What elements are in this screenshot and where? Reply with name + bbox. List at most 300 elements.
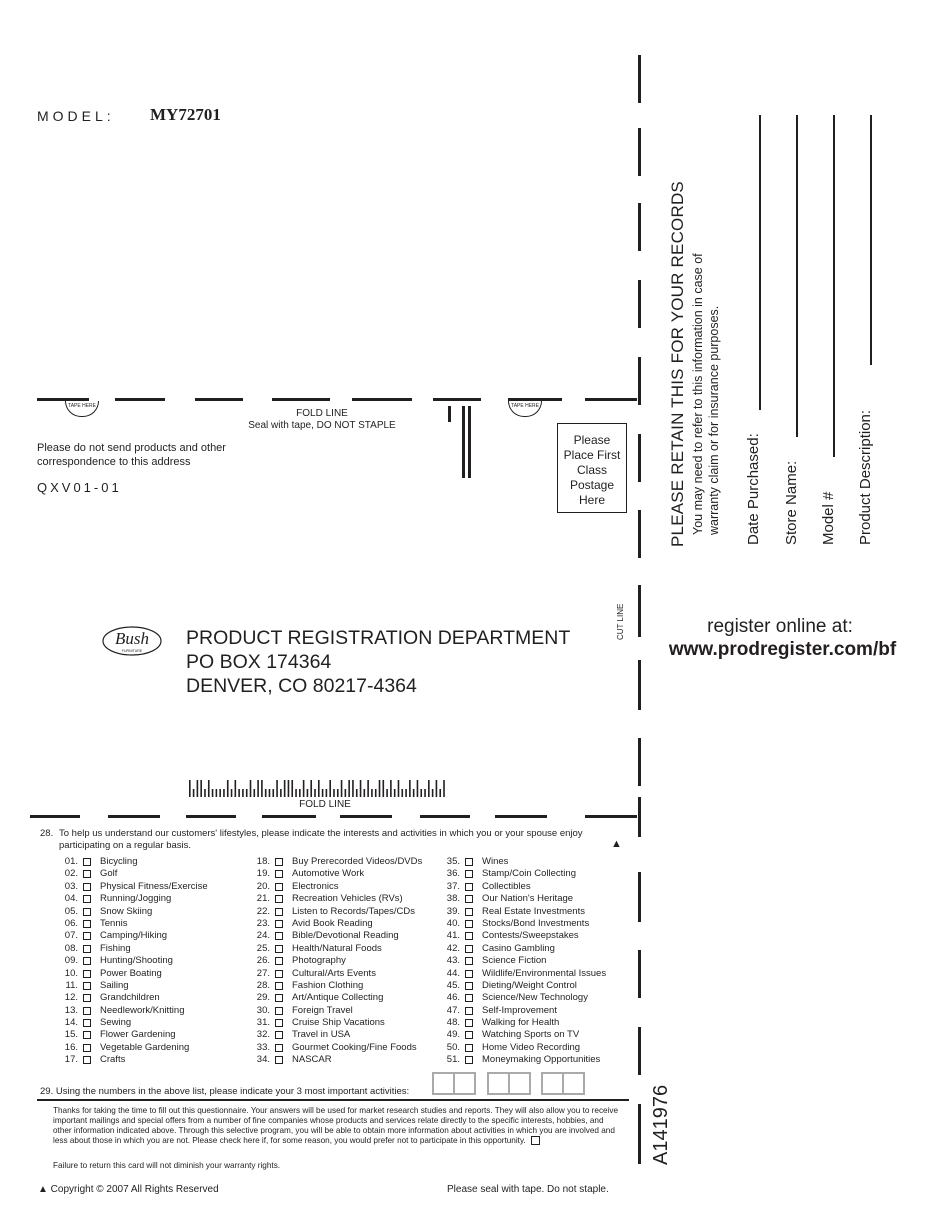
interest-number: 31.: [256, 1017, 270, 1029]
interest-checkbox[interactable]: [275, 883, 283, 891]
interest-label: Grandchildren: [100, 992, 160, 1004]
interests-column: [58, 856, 208, 1067]
interest-item[interactable]: [250, 930, 422, 942]
barcode-bar: [379, 780, 381, 797]
barcode-bar: [242, 789, 244, 797]
interest-label: Science Fiction: [482, 955, 547, 967]
form-code: QXV01-01: [37, 480, 122, 495]
interest-checkbox[interactable]: [83, 970, 91, 978]
interest-checkbox[interactable]: [465, 957, 473, 965]
privacy-notice: [53, 1106, 621, 1146]
interest-checkbox[interactable]: [465, 908, 473, 916]
barcode-bar: [276, 780, 278, 797]
interest-item[interactable]: [250, 1005, 422, 1017]
interest-checkbox[interactable]: [465, 945, 473, 953]
interest-item[interactable]: [440, 856, 606, 868]
interest-label: Stocks/Bond Investments: [482, 917, 590, 929]
barcode-bar: [314, 789, 316, 797]
address-line: DENVER, CO 80217-4364: [186, 675, 417, 697]
interest-label: Gourmet Cooking/Fine Foods: [292, 1041, 417, 1053]
interest-label: Foreign Travel: [292, 1004, 353, 1016]
interest-item[interactable]: [58, 992, 208, 1004]
model-number: MY72701: [150, 105, 221, 124]
address-line: PO BOX 174364: [186, 651, 332, 673]
model-label: MODEL:: [37, 108, 115, 124]
interests-column: [440, 856, 606, 1067]
interest-item[interactable]: [58, 906, 208, 918]
store-name-line[interactable]: [796, 115, 798, 437]
interest-checkbox[interactable]: [465, 920, 473, 928]
interest-label: Moneymaking Opportunities: [482, 1054, 601, 1066]
interest-label: Fashion Clothing: [292, 979, 364, 991]
interest-label: Fishing: [100, 942, 131, 954]
interest-item[interactable]: [440, 1005, 606, 1017]
barcode-bar: [409, 780, 411, 797]
interest-checkbox[interactable]: [275, 1044, 283, 1052]
up-arrow-icon: ▲: [611, 838, 622, 850]
barcode-bar: [257, 780, 259, 797]
interest-item[interactable]: [58, 930, 208, 942]
interest-checkbox[interactable]: [83, 1019, 91, 1027]
interest-number: 15.: [64, 1029, 78, 1041]
interest-item[interactable]: [250, 856, 422, 868]
interest-item[interactable]: [58, 1054, 208, 1066]
interest-checkbox[interactable]: [275, 932, 283, 940]
interest-item[interactable]: [250, 955, 422, 967]
interest-checkbox[interactable]: [465, 1044, 473, 1052]
interest-item[interactable]: [250, 1042, 422, 1054]
interest-item[interactable]: [58, 868, 208, 880]
interest-item[interactable]: [440, 868, 606, 880]
interest-checkbox[interactable]: [465, 970, 473, 978]
privacy-notice-text: Thanks for taking the time to fill out this questionnaire. Your answers will be used for market research studies and reports. They will also allow you to receive important mailings and special offers from a number of fine companies whose products and services relate directly to the specific interests, hobbies, and other information indicated above. Through this selective program, you will be able to obtain more information about activities in which you are involved and less about those in which you are not. Please check here if, for some reason, you would prefer not to participate in this opportunity.: [53, 1106, 619, 1145]
interest-checkbox[interactable]: [83, 994, 91, 1002]
interest-checkbox[interactable]: [465, 1031, 473, 1039]
barcode-bar: [280, 789, 282, 797]
interest-checkbox[interactable]: [465, 895, 473, 903]
interest-checkbox[interactable]: [83, 1044, 91, 1052]
interest-item[interactable]: [440, 918, 606, 930]
interest-number: 03.: [64, 880, 78, 892]
interest-label: Avid Book Reading: [292, 917, 373, 929]
postage-box: Please Place First Class Postage Here: [557, 423, 627, 513]
interest-item[interactable]: [440, 955, 606, 967]
interest-checkbox[interactable]: [275, 1056, 283, 1064]
interest-checkbox[interactable]: [275, 970, 283, 978]
store-name-label: Store Name:: [783, 460, 800, 545]
mailing-address: [186, 626, 570, 698]
barcode-bar: [333, 789, 335, 797]
interest-label: Art/Antique Collecting: [292, 992, 384, 1004]
interest-label: Electronics: [292, 880, 339, 892]
interest-label: Tennis: [100, 917, 128, 929]
barcode-bar: [356, 789, 358, 797]
interest-number: 29.: [256, 992, 270, 1004]
interest-checkbox[interactable]: [465, 883, 473, 891]
interest-item[interactable]: [440, 980, 606, 992]
barcode-bar: [291, 780, 293, 797]
interest-label: Running/Jogging: [100, 893, 172, 905]
interest-label: Sailing: [100, 979, 129, 991]
interest-number: 44.: [446, 967, 460, 979]
barcode-bar: [436, 780, 438, 797]
interest-label: Contests/Sweepstakes: [482, 930, 579, 942]
interest-label: Bible/Devotional Reading: [292, 930, 399, 942]
barcode-bar: [443, 780, 445, 797]
interest-item[interactable]: [250, 906, 422, 918]
fold-line-top: [242, 408, 402, 432]
interest-label: Photography: [292, 955, 346, 967]
interest-checkbox[interactable]: [275, 957, 283, 965]
interest-label: Travel in USA: [292, 1029, 351, 1041]
barcode-bar: [367, 780, 369, 797]
barcode-bar: [348, 780, 350, 797]
interest-checkbox[interactable]: [83, 908, 91, 916]
interest-label: Flower Gardening: [100, 1029, 176, 1041]
interest-number: 28.: [256, 979, 270, 991]
fold-line-title: FOLD LINE: [296, 408, 348, 419]
question-28: [40, 828, 625, 851]
interest-item[interactable]: [250, 868, 422, 880]
interest-number: 50.: [446, 1041, 460, 1053]
tape-here-marker: TAPE HERE: [508, 401, 542, 417]
interest-label: Automotive Work: [292, 868, 365, 880]
interest-item[interactable]: [440, 968, 606, 980]
interest-checkbox[interactable]: [275, 1031, 283, 1039]
interest-checkbox[interactable]: [275, 895, 283, 903]
barcode-bar: [216, 789, 218, 797]
barcode-bar: [439, 789, 441, 797]
interest-number: 32.: [256, 1029, 270, 1041]
interest-number: 49.: [446, 1029, 460, 1041]
fold-line-bottom: FOLD LINE: [299, 799, 351, 810]
interest-checkbox[interactable]: [83, 945, 91, 953]
interest-number: 17.: [64, 1054, 78, 1066]
interest-checkbox[interactable]: [275, 908, 283, 916]
interest-checkbox[interactable]: [83, 982, 91, 990]
interest-item[interactable]: [440, 1054, 606, 1066]
records-title: PLEASE RETAIN THIS FOR YOUR RECORDS: [668, 181, 687, 547]
seal-instruction: Please seal with tape. Do not staple.: [447, 1184, 609, 1195]
interest-checkbox[interactable]: [465, 1007, 473, 1015]
interest-checkbox[interactable]: [275, 1019, 283, 1027]
interest-number: 43.: [446, 955, 460, 967]
interest-label: Physical Fitness/Exercise: [100, 880, 208, 892]
interest-item[interactable]: [440, 893, 606, 905]
barcode-bar: [295, 789, 297, 797]
interest-label: Hunting/Shooting: [100, 955, 173, 967]
interest-number: 39.: [446, 905, 460, 917]
barcode-bar: [250, 780, 252, 797]
activity-answer-2[interactable]: [487, 1072, 531, 1095]
interest-number: 45.: [446, 979, 460, 991]
interest-item[interactable]: [58, 893, 208, 905]
barcode-bar: [265, 789, 267, 797]
interest-item[interactable]: [440, 992, 606, 1004]
interest-number: 13.: [64, 1004, 78, 1016]
question-29: [40, 1086, 409, 1097]
barcode-bar: [261, 780, 263, 797]
records-subtitle-line: You may need to refer to this information in case of: [691, 253, 705, 535]
barcode-bar: [235, 780, 237, 797]
interest-label: Golf: [100, 868, 118, 880]
interest-label: Cultural/Arts Events: [292, 967, 376, 979]
interest-checkbox[interactable]: [275, 982, 283, 990]
interest-checkbox[interactable]: [275, 945, 283, 953]
barcode-bar: [299, 789, 301, 797]
interest-item[interactable]: [440, 930, 606, 942]
barcode-bar: [212, 789, 214, 797]
barcode-bar: [417, 780, 419, 797]
interest-checkbox[interactable]: [83, 932, 91, 940]
records-subtitle: [690, 253, 722, 535]
interest-number: 18.: [256, 856, 270, 867]
barcode-bar: [288, 780, 290, 797]
activity-answer-1[interactable]: [432, 1072, 476, 1095]
barcode-bar: [420, 789, 422, 797]
interest-number: 05.: [64, 905, 78, 917]
interest-number: 51.: [446, 1054, 460, 1066]
interest-label: Watching Sports on TV: [482, 1029, 580, 1041]
barcode-bar: [345, 789, 347, 797]
card-serial-number: A141976: [650, 1084, 672, 1165]
register-url-link[interactable]: www.prodregister.com/bf: [668, 639, 897, 660]
interest-number: 26.: [256, 955, 270, 967]
date-purchased-line[interactable]: [759, 115, 761, 410]
interest-item[interactable]: [250, 968, 422, 980]
barcode-bar: [337, 789, 339, 797]
interest-checkbox[interactable]: [83, 870, 91, 878]
barcode-bar: [375, 789, 377, 797]
interest-label: Collectibles: [482, 880, 531, 892]
interest-checkbox[interactable]: [275, 920, 283, 928]
interest-item[interactable]: [440, 906, 606, 918]
interest-checkbox[interactable]: [465, 982, 473, 990]
interest-checkbox[interactable]: [83, 920, 91, 928]
interest-label: Home Video Recording: [482, 1041, 581, 1053]
interest-number: 40.: [446, 917, 460, 929]
warranty-note: Failure to return this card will not diminish your warranty rights.: [53, 1161, 281, 1170]
barcode-bar: [318, 780, 320, 797]
product-description-label: Product Description:: [857, 409, 874, 545]
barcode-bar: [341, 780, 343, 797]
question-number: 29.: [40, 1086, 54, 1097]
interest-label: Crafts: [100, 1054, 126, 1066]
barcode-bar: [413, 789, 415, 797]
logo-subtext: FURNITURE: [121, 649, 143, 653]
interest-label: Power Boating: [100, 967, 162, 979]
product-description-line[interactable]: [870, 115, 872, 365]
barcode-bar: [428, 780, 430, 797]
barcode-bar: [272, 789, 274, 797]
barcode-bar: [193, 789, 195, 797]
barcode-bar: [219, 789, 221, 797]
interest-label: Snow Skiing: [100, 905, 153, 917]
interest-number: 06.: [64, 917, 78, 929]
barcode-bar: [364, 789, 366, 797]
interest-item[interactable]: [58, 918, 208, 930]
interest-item[interactable]: [250, 918, 422, 930]
interest-number: 20.: [256, 880, 270, 892]
interest-number: 42.: [446, 942, 460, 954]
address-line: PRODUCT REGISTRATION DEPARTMENT: [186, 627, 571, 649]
interest-number: 27.: [256, 967, 270, 979]
divider: [37, 1099, 629, 1101]
interest-checkbox[interactable]: [465, 932, 473, 940]
interest-checkbox[interactable]: [83, 883, 91, 891]
interest-number: 35.: [446, 856, 460, 867]
barcode-bar: [394, 789, 396, 797]
interest-label: Health/Natural Foods: [292, 942, 382, 954]
barcode-bar: [200, 780, 202, 797]
interest-label: Sewing: [100, 1017, 132, 1029]
interest-checkbox[interactable]: [275, 1007, 283, 1015]
interest-item[interactable]: [250, 1029, 422, 1041]
barcode-bar: [269, 789, 271, 797]
interest-item[interactable]: [250, 1017, 422, 1029]
interest-item[interactable]: [440, 943, 606, 955]
interest-item[interactable]: [58, 1017, 208, 1029]
barcode-bar: [326, 789, 328, 797]
interest-label: NASCAR: [292, 1054, 332, 1066]
interest-item[interactable]: [440, 1029, 606, 1041]
interest-number: 10.: [64, 967, 78, 979]
interest-item[interactable]: [58, 856, 208, 868]
barcode-bar: [371, 789, 373, 797]
interest-item[interactable]: [250, 1054, 422, 1066]
interest-label: Cruise Ship Vacations: [292, 1017, 385, 1029]
barcode-bar: [246, 789, 248, 797]
interest-checkbox[interactable]: [275, 870, 283, 878]
barcode-bar: [310, 780, 312, 797]
interest-item[interactable]: [250, 943, 422, 955]
interest-number: 48.: [446, 1017, 460, 1029]
interest-item[interactable]: [58, 1005, 208, 1017]
interest-checkbox[interactable]: [275, 858, 283, 866]
interest-label: Vegetable Gardening: [100, 1041, 190, 1053]
interest-checkbox[interactable]: [83, 1031, 91, 1039]
register-online-label: register online at:: [707, 616, 853, 637]
interest-number: 23.: [256, 917, 270, 929]
interest-label: Bicycling: [100, 856, 138, 867]
interest-item[interactable]: [440, 881, 606, 893]
interest-number: 41.: [446, 930, 460, 942]
barcode-bar: [284, 780, 286, 797]
barcode-bar: [398, 780, 400, 797]
interest-checkbox[interactable]: [275, 994, 283, 1002]
interest-label: Dieting/Weight Control: [482, 979, 577, 991]
barcode-bar: [208, 780, 210, 797]
barcode-bar: [329, 780, 331, 797]
postal-barcode: [189, 780, 447, 797]
interest-number: 25.: [256, 942, 270, 954]
interest-item[interactable]: [58, 980, 208, 992]
interest-label: Listen to Records/Tapes/CDs: [292, 905, 416, 917]
mailing-note: Please do not send products and other correspondence to this address: [37, 442, 226, 468]
interest-checkbox[interactable]: [465, 858, 473, 866]
interest-checkbox[interactable]: [83, 1056, 91, 1064]
interest-item[interactable]: [250, 980, 422, 992]
interest-number: 07.: [64, 930, 78, 942]
interest-checkbox[interactable]: [465, 1056, 473, 1064]
barcode-bar: [238, 789, 240, 797]
fold-line-subtitle: Seal with tape, DO NOT STAPLE: [248, 420, 396, 431]
cut-line-label: CUT LINE: [616, 603, 625, 640]
model-number-line[interactable]: [833, 115, 835, 457]
barcode-bar: [223, 789, 225, 797]
barcode-bar: [383, 780, 385, 797]
interest-number: 36.: [446, 868, 460, 880]
interest-item[interactable]: [58, 881, 208, 893]
interest-label: Walking for Health: [482, 1017, 560, 1029]
interest-number: 34.: [256, 1054, 270, 1066]
interest-checkbox[interactable]: [465, 1019, 473, 1027]
barcode-bar: [231, 789, 233, 797]
barcode-bar: [424, 789, 426, 797]
interest-item[interactable]: [250, 881, 422, 893]
interest-number: 14.: [64, 1017, 78, 1029]
activity-answer-3[interactable]: [541, 1072, 585, 1095]
interest-item[interactable]: [250, 893, 422, 905]
interest-item[interactable]: [58, 968, 208, 980]
date-purchased-label: Date Purchased:: [745, 433, 762, 545]
interest-item[interactable]: [58, 955, 208, 967]
interest-number: 02.: [64, 868, 78, 880]
barcode-bar: [401, 789, 403, 797]
interest-number: 47.: [446, 1004, 460, 1016]
interest-checkbox[interactable]: [83, 957, 91, 965]
barcode-bar: [386, 789, 388, 797]
model-number-label: Model #: [820, 491, 837, 545]
copyright: ▲ Copyright © 2007 All Rights Reserved: [38, 1184, 219, 1195]
barcode-bar: [390, 780, 392, 797]
barcode-bar: [352, 780, 354, 797]
interest-number: 16.: [64, 1041, 78, 1053]
interest-checkbox[interactable]: [83, 1007, 91, 1015]
tape-here-marker: TAPE HERE: [65, 401, 99, 417]
barcode-bar: [432, 789, 434, 797]
interest-item[interactable]: [58, 1029, 208, 1041]
interest-label: Wines: [482, 856, 509, 867]
interest-item[interactable]: [250, 992, 422, 1004]
records-subtitle-line: warranty claim or for insurance purposes.: [707, 305, 721, 535]
interest-item[interactable]: [440, 1017, 606, 1029]
interest-checkbox[interactable]: [83, 895, 91, 903]
interest-checkbox[interactable]: [83, 858, 91, 866]
interest-number: 09.: [64, 955, 78, 967]
barcode-bar: [307, 789, 309, 797]
interest-number: 08.: [64, 942, 78, 954]
interest-label: Camping/Hiking: [100, 930, 168, 942]
interest-checkbox[interactable]: [465, 870, 473, 878]
barcode-bar: [227, 780, 229, 797]
barcode-bar: [405, 789, 407, 797]
interest-number: 38.: [446, 893, 460, 905]
interest-checkbox[interactable]: [465, 994, 473, 1002]
interest-number: 12.: [64, 992, 78, 1004]
interest-label: Buy Prerecorded Videos/DVDs: [292, 856, 423, 867]
interest-number: 33.: [256, 1041, 270, 1053]
interest-item[interactable]: [440, 1042, 606, 1054]
interest-label: Stamp/Coin Collecting: [482, 868, 576, 880]
interest-item[interactable]: [58, 943, 208, 955]
interest-item[interactable]: [58, 1042, 208, 1054]
interest-number: 30.: [256, 1004, 270, 1016]
barcode-bar: [322, 789, 324, 797]
interest-label: Casino Gambling: [482, 942, 555, 954]
opt-out-checkbox[interactable]: [531, 1136, 540, 1145]
bush-furniture-logo: [101, 624, 163, 658]
